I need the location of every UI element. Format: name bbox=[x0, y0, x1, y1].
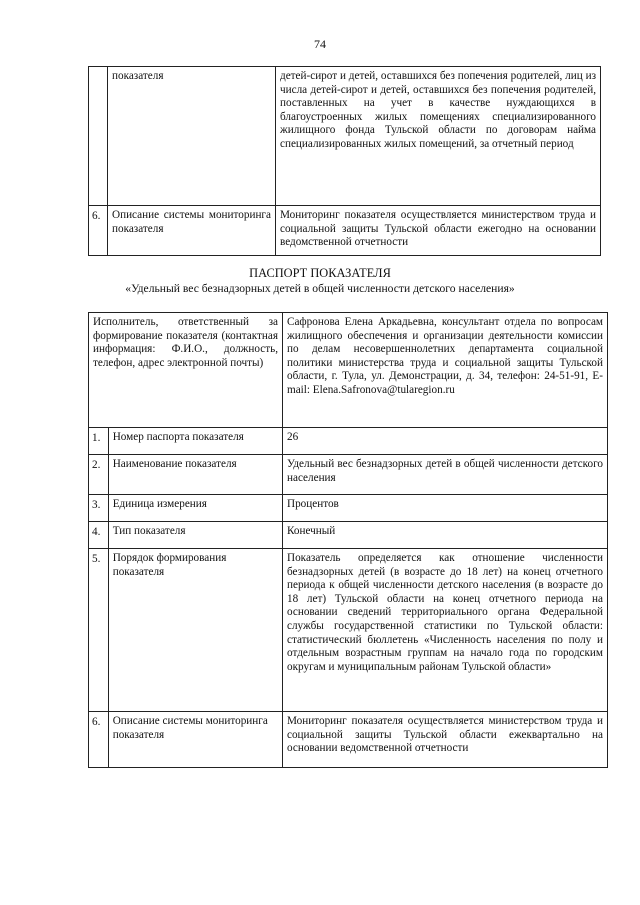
passport-subtitle: «Удельный вес безнадзорных детей в общей численности детского населения» bbox=[125, 282, 515, 295]
row-value: Мониторинг показателя осуществляется министерством труда и социальной защиты Тульской области ежеквартально на основании ведомственной отчетности bbox=[283, 712, 608, 768]
row-name: Порядок формирования показателя bbox=[108, 549, 282, 712]
passport-table bbox=[88, 312, 608, 768]
executor-row bbox=[89, 313, 608, 428]
executor-value: Сафронова Елена Аркадьевна, консультант отдела по вопросам жилищного обеспечения и организации деятельности комиссии по делам несовершеннолетних департамента социальной политики министерства труда и социальной защиты Тульской области, г. Тула, ул. Демонстрации, д. 34, телефон: 24-51-91, E-mail: Elena.Safronova@tularegion.ru bbox=[283, 313, 608, 428]
table-row bbox=[89, 67, 601, 206]
row-name: Описание системы мониторинга показателя bbox=[108, 712, 282, 768]
row-value: Конечный bbox=[283, 522, 608, 549]
row-name: Номер паспорта показателя bbox=[108, 428, 282, 455]
row-value: Удельный вес безнадзорных детей в общей численности детского населения bbox=[283, 455, 608, 495]
table-row bbox=[89, 428, 608, 455]
row-number: 3. bbox=[89, 495, 109, 522]
row-value: Показатель определяется как отношение численности безнадзорных детей (в возрасте до 18 лет) на конец отчетного периода к общей численности детского населения (в возрасте до 18 лет) Тульской области на конец отчетного периода на основании сведений территориального органа Федеральной службы государственной статистики по Тульской области: статистический бюллетень «Численность населения по полу и отдельным возрастным группам на начало года по городским округам и муниципальным районам Тульской области» bbox=[283, 549, 608, 712]
row-number: 1. bbox=[89, 428, 109, 455]
row-number: 6. bbox=[89, 712, 109, 768]
row-name: Единица измерения bbox=[108, 495, 282, 522]
row-number: 6. bbox=[89, 206, 108, 256]
row-name: Описание системы мониторинга показателя bbox=[108, 206, 276, 256]
row-name: Наименование показателя bbox=[108, 455, 282, 495]
passport-title: ПАСПОРТ ПОКАЗАТЕЛЯ bbox=[249, 266, 391, 280]
row-number bbox=[89, 67, 108, 206]
row-number: 5. bbox=[89, 549, 109, 712]
table-row bbox=[89, 455, 608, 495]
row-value: детей-сирот и детей, оставшихся без попечения родителей, лиц из числа детей-сирот и детей, оставшихся без попечения родителей, поставленных на учет в качестве нуждающихся в благоустроенных жилых помещениях специализированного жилищного фонда Тульской области по договорам найма специализированных жилых помещений, за отчетный период bbox=[276, 67, 601, 206]
row-number: 4. bbox=[89, 522, 109, 549]
table-row bbox=[89, 206, 601, 256]
table-row bbox=[89, 549, 608, 712]
page-number: 74 bbox=[314, 37, 326, 51]
row-value: Процентов bbox=[283, 495, 608, 522]
row-number: 2. bbox=[89, 455, 109, 495]
top-table bbox=[88, 66, 601, 256]
executor-label: Исполнитель, ответственный за формирование показателя (контактная информация: Ф.И.О., должность, телефон, адрес электронной почты) bbox=[89, 313, 283, 428]
row-value: 26 bbox=[283, 428, 608, 455]
row-value: Мониторинг показателя осуществляется министерством труда и социальной защиты Тульской области ежегодно на основании ведомственной отчетности bbox=[276, 206, 601, 256]
table-row bbox=[89, 495, 608, 522]
row-name: показателя bbox=[108, 67, 276, 206]
row-name: Тип показателя bbox=[108, 522, 282, 549]
table-row bbox=[89, 712, 608, 768]
table-row bbox=[89, 522, 608, 549]
